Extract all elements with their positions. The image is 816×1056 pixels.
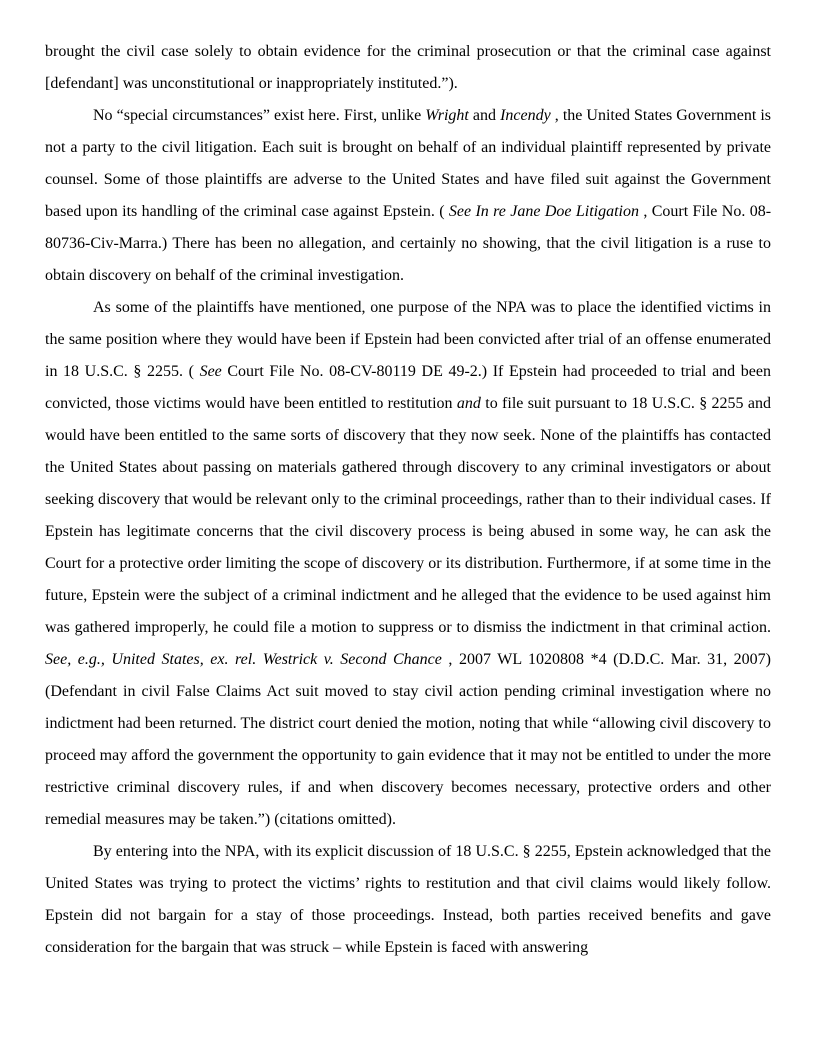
text-segment: As some of the plaintiffs have mentioned, one purpose of the NPA was to place the identified victims in the same position where they would have been if Epstein had been convicted after trial of an offense enumerated in 18 U.S.C. § 2255. (	[45, 299, 771, 380]
text-segment: , 2007 WL 1020808 *4 (D.D.C. Mar. 31, 2007) (Defendant in civil False Claims Act suit moved to stay civil action pending criminal investigation where no indictment had been returned. The district court denied the motion, noting that while “allowing civil discovery to proceed may afford the government the opportunity to gain evidence that it may not be entitled to under the more restrictive criminal discovery rules, if and when discovery becomes necessary, protective orders and other remedial measures may be taken.”) (citations omitted).	[45, 651, 771, 828]
paragraph-special-circumstances	[45, 100, 771, 292]
text-segment: No “special circumstances” exist here. First, unlike	[93, 107, 426, 124]
paragraph-npa-purpose	[45, 292, 771, 836]
emphasis-italic: and	[456, 395, 481, 412]
document-page	[45, 36, 771, 964]
text-segment: Court File No. 08-CV-80119 DE 49-2.) If Epstein had proceeded to trial and been convicted, those victims would have been entitled to restitution	[45, 363, 771, 412]
text-segment: By entering into the NPA, with its explicit discussion of 18 U.S.C. § 2255, Epstein acknowledged that the United States was trying to protect the victims’ rights to restitution and that civil claims would likely follow. Epstein did not bargain for a stay of those proceedings. Instead, both parties received benefits and gave consideration for the bargain that was struck – while Epstein is faced with answering	[45, 843, 771, 956]
signal-italic: See	[199, 363, 222, 380]
case-name-italic: Incendy	[500, 107, 551, 124]
text-segment: , Court File No. 08-80736-Civ-Marra.) There has been no allegation, and certainly no showing, that the civil litigation is a ruse to obtain discovery on behalf of the criminal investigation.	[45, 203, 772, 284]
paragraph-npa-bargain	[45, 836, 771, 964]
case-name-italic: Wright	[425, 107, 469, 124]
text-segment: and	[468, 107, 501, 124]
citation-italic: See In re Jane Doe Litigation	[448, 203, 639, 220]
citation-italic: See, e.g., United States, ex. rel. Westrick v. Second Chance	[45, 651, 442, 668]
text-segment: , the United States Government is not a party to the civil litigation. Each suit is brought on behalf of an individual plaintiff represented by private counsel. Some of those plaintiffs are adverse to the United States and have filed suit against the Government based upon its handling of the criminal case against Epstein. (	[45, 107, 771, 220]
paragraph-continuation	[45, 36, 771, 100]
text-segment: brought the civil case solely to obtain evidence for the criminal prosecution or that the criminal case against [defendant] was unconstitutional or inappropriately instituted.”).	[45, 43, 771, 92]
text-segment: to file suit pursuant to 18 U.S.C. § 2255 and would have been entitled to the same sorts of discovery that they now seek. None of the plaintiffs has contacted the United States about passing on materials gathered through discovery to any criminal investigators or about seeking discovery that would be relevant only to the criminal proceedings, rather than to their individual cases. If Epstein has legitimate concerns that the civil discovery process is being abused in some way, he can ask the Court for a protective order limiting the scope of discovery or its distribution. Furthermore, if at some time in the future, Epstein were the subject of a criminal indictment and he alleged that the evidence to be used against him was gathered improperly, he could file a motion to suppress or to dismiss the indictment in that criminal action.	[45, 395, 772, 636]
